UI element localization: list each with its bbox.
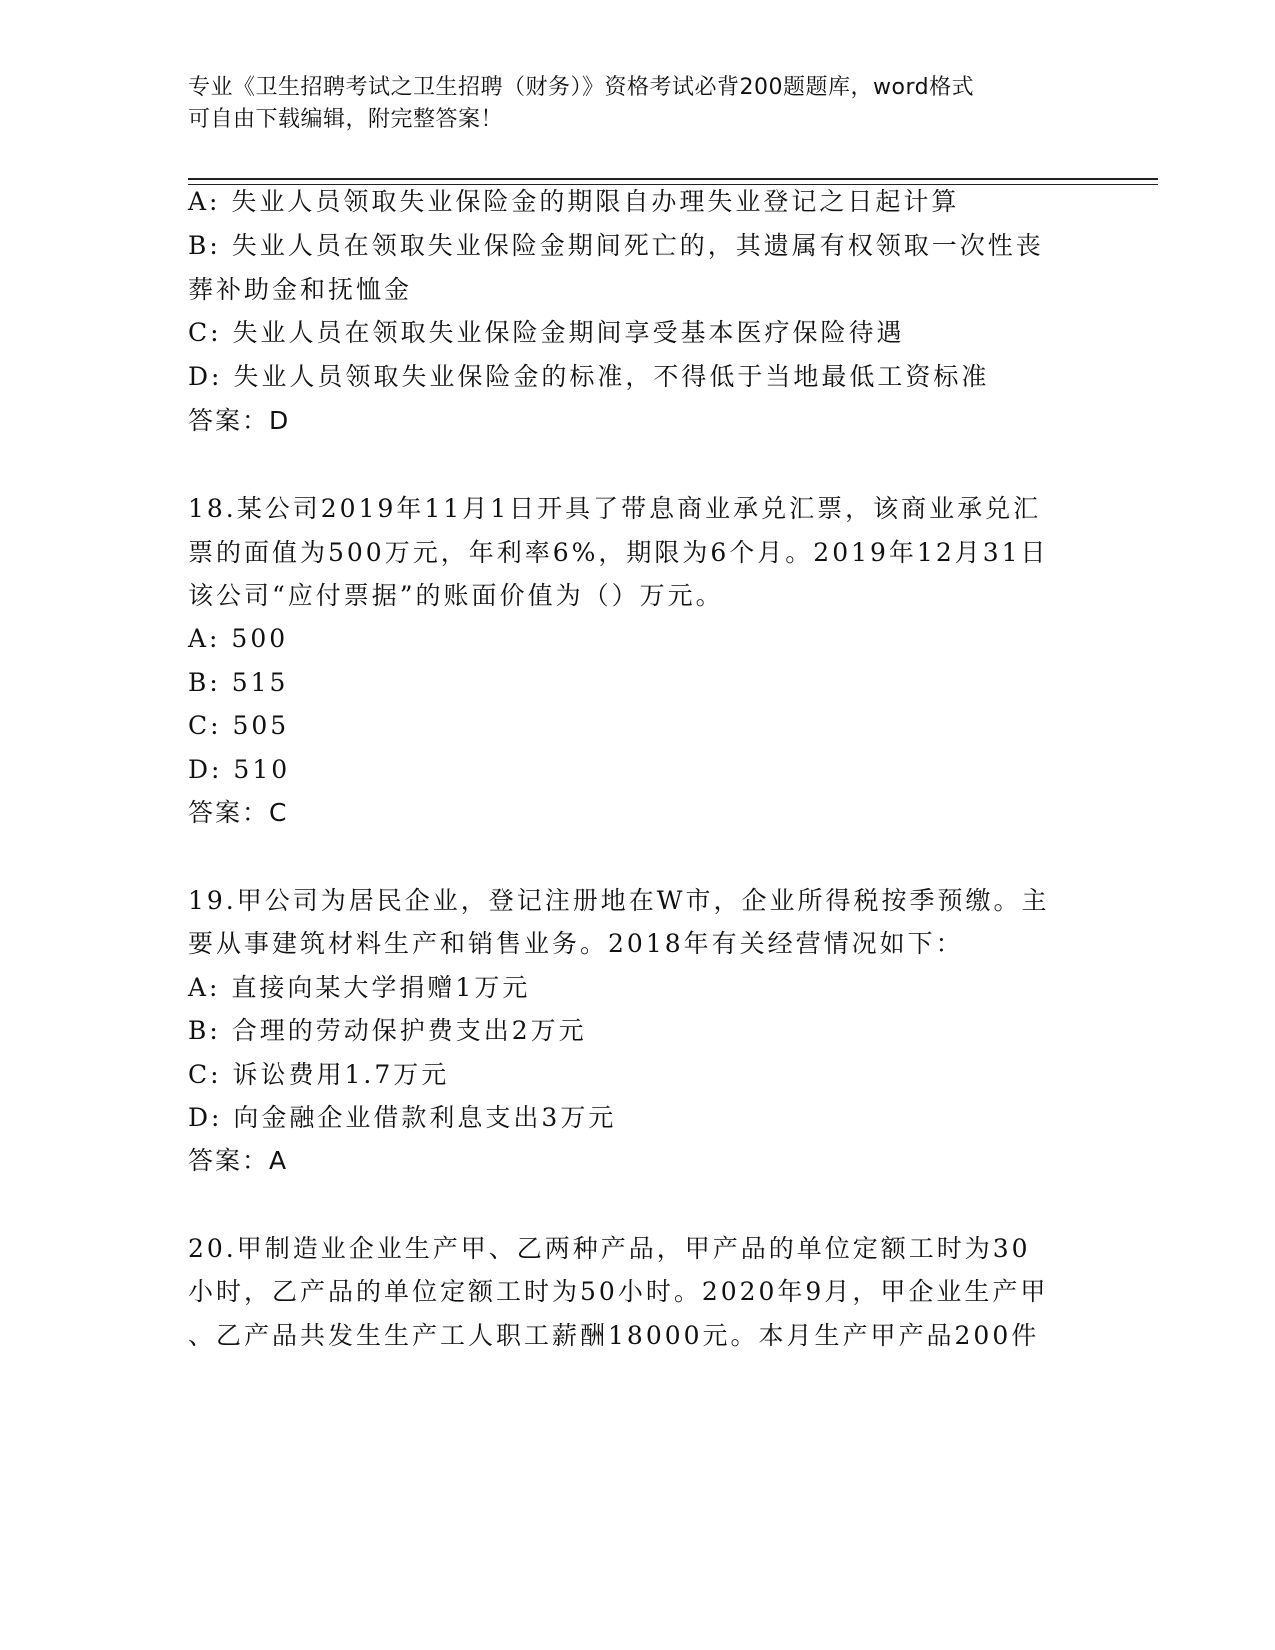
q18-stem-line2: 票的面值为500万元，年利率6%，期限为6个月。2019年12月31日 xyxy=(188,538,1049,567)
q17-option-c: C: 失业人员在领取失业保险金期间享受基本医疗保险待遇 xyxy=(188,318,905,347)
q20-stem-line1: 20.甲制造业企业生产甲、乙两种产品，甲产品的单位定额工时为30 xyxy=(188,1234,1031,1263)
q19-answer: 答案：A xyxy=(188,1146,289,1175)
q18-option-b: B: 515 xyxy=(188,668,289,697)
q18-option-c: C: 505 xyxy=(188,711,290,740)
q17-answer: 答案：D xyxy=(188,406,291,435)
q18-option-d: D: 510 xyxy=(188,755,291,784)
q18-option-a: A: 500 xyxy=(188,624,289,653)
q17-option-b-line2: 葬补助金和抚恤金 xyxy=(188,275,413,304)
q18-stem-line1: 18.某公司2019年11月1日开具了带息商业承兑汇票，该商业承兑汇 xyxy=(188,494,1042,523)
header-rule-thick xyxy=(188,178,1158,180)
header-line-2: 可自由下载编辑，附完整答案！ xyxy=(188,107,504,132)
document-header xyxy=(188,72,1088,136)
q17-option-a: A: 失业人员领取失业保险金的期限自办理失业登记之日起计算 xyxy=(188,187,960,216)
q17-option-b-line1: B: 失业人员在领取失业保险金期间死亡的，其遗属有权领取一次性丧 xyxy=(188,231,1044,260)
q19-option-d: D: 向金融企业借款利息支出3万元 xyxy=(188,1103,617,1132)
q19-option-b: B: 合理的劳动保护费支出2万元 xyxy=(188,1016,587,1045)
q19-stem-line2: 要从事建筑材料生产和销售业务。2018年有关经营情况如下： xyxy=(188,929,964,958)
header-rule-thin xyxy=(188,184,1158,185)
q18-answer: 答案：C xyxy=(188,798,289,827)
q19-stem-line1: 19.甲公司为居民企业，登记注册地在W市，企业所得税按季预缴。主 xyxy=(188,886,1050,915)
q18-stem-line3: 该公司“应付票据”的账面价值为（）万元。 xyxy=(188,581,724,610)
q20-stem-line3: 、乙产品共发生生产工人职工薪酬18000元。本月生产甲产品200件 xyxy=(188,1321,1040,1350)
q17-option-d: D: 失业人员领取失业保险金的标准，不得低于当地最低工资标准 xyxy=(188,362,990,391)
q19-option-a: A: 直接向某大学捐赠1万元 xyxy=(188,973,531,1002)
header-line-1: 专业《卫生招聘考试之卫生招聘（财务）》资格考试必背200题题库，word格式 xyxy=(188,75,975,100)
q19-option-c: C: 诉讼费用1.7万元 xyxy=(188,1060,450,1089)
q20-stem-line2: 小时，乙产品的单位定额工时为50小时。2020年9月，甲企业生产甲 xyxy=(188,1277,1049,1306)
